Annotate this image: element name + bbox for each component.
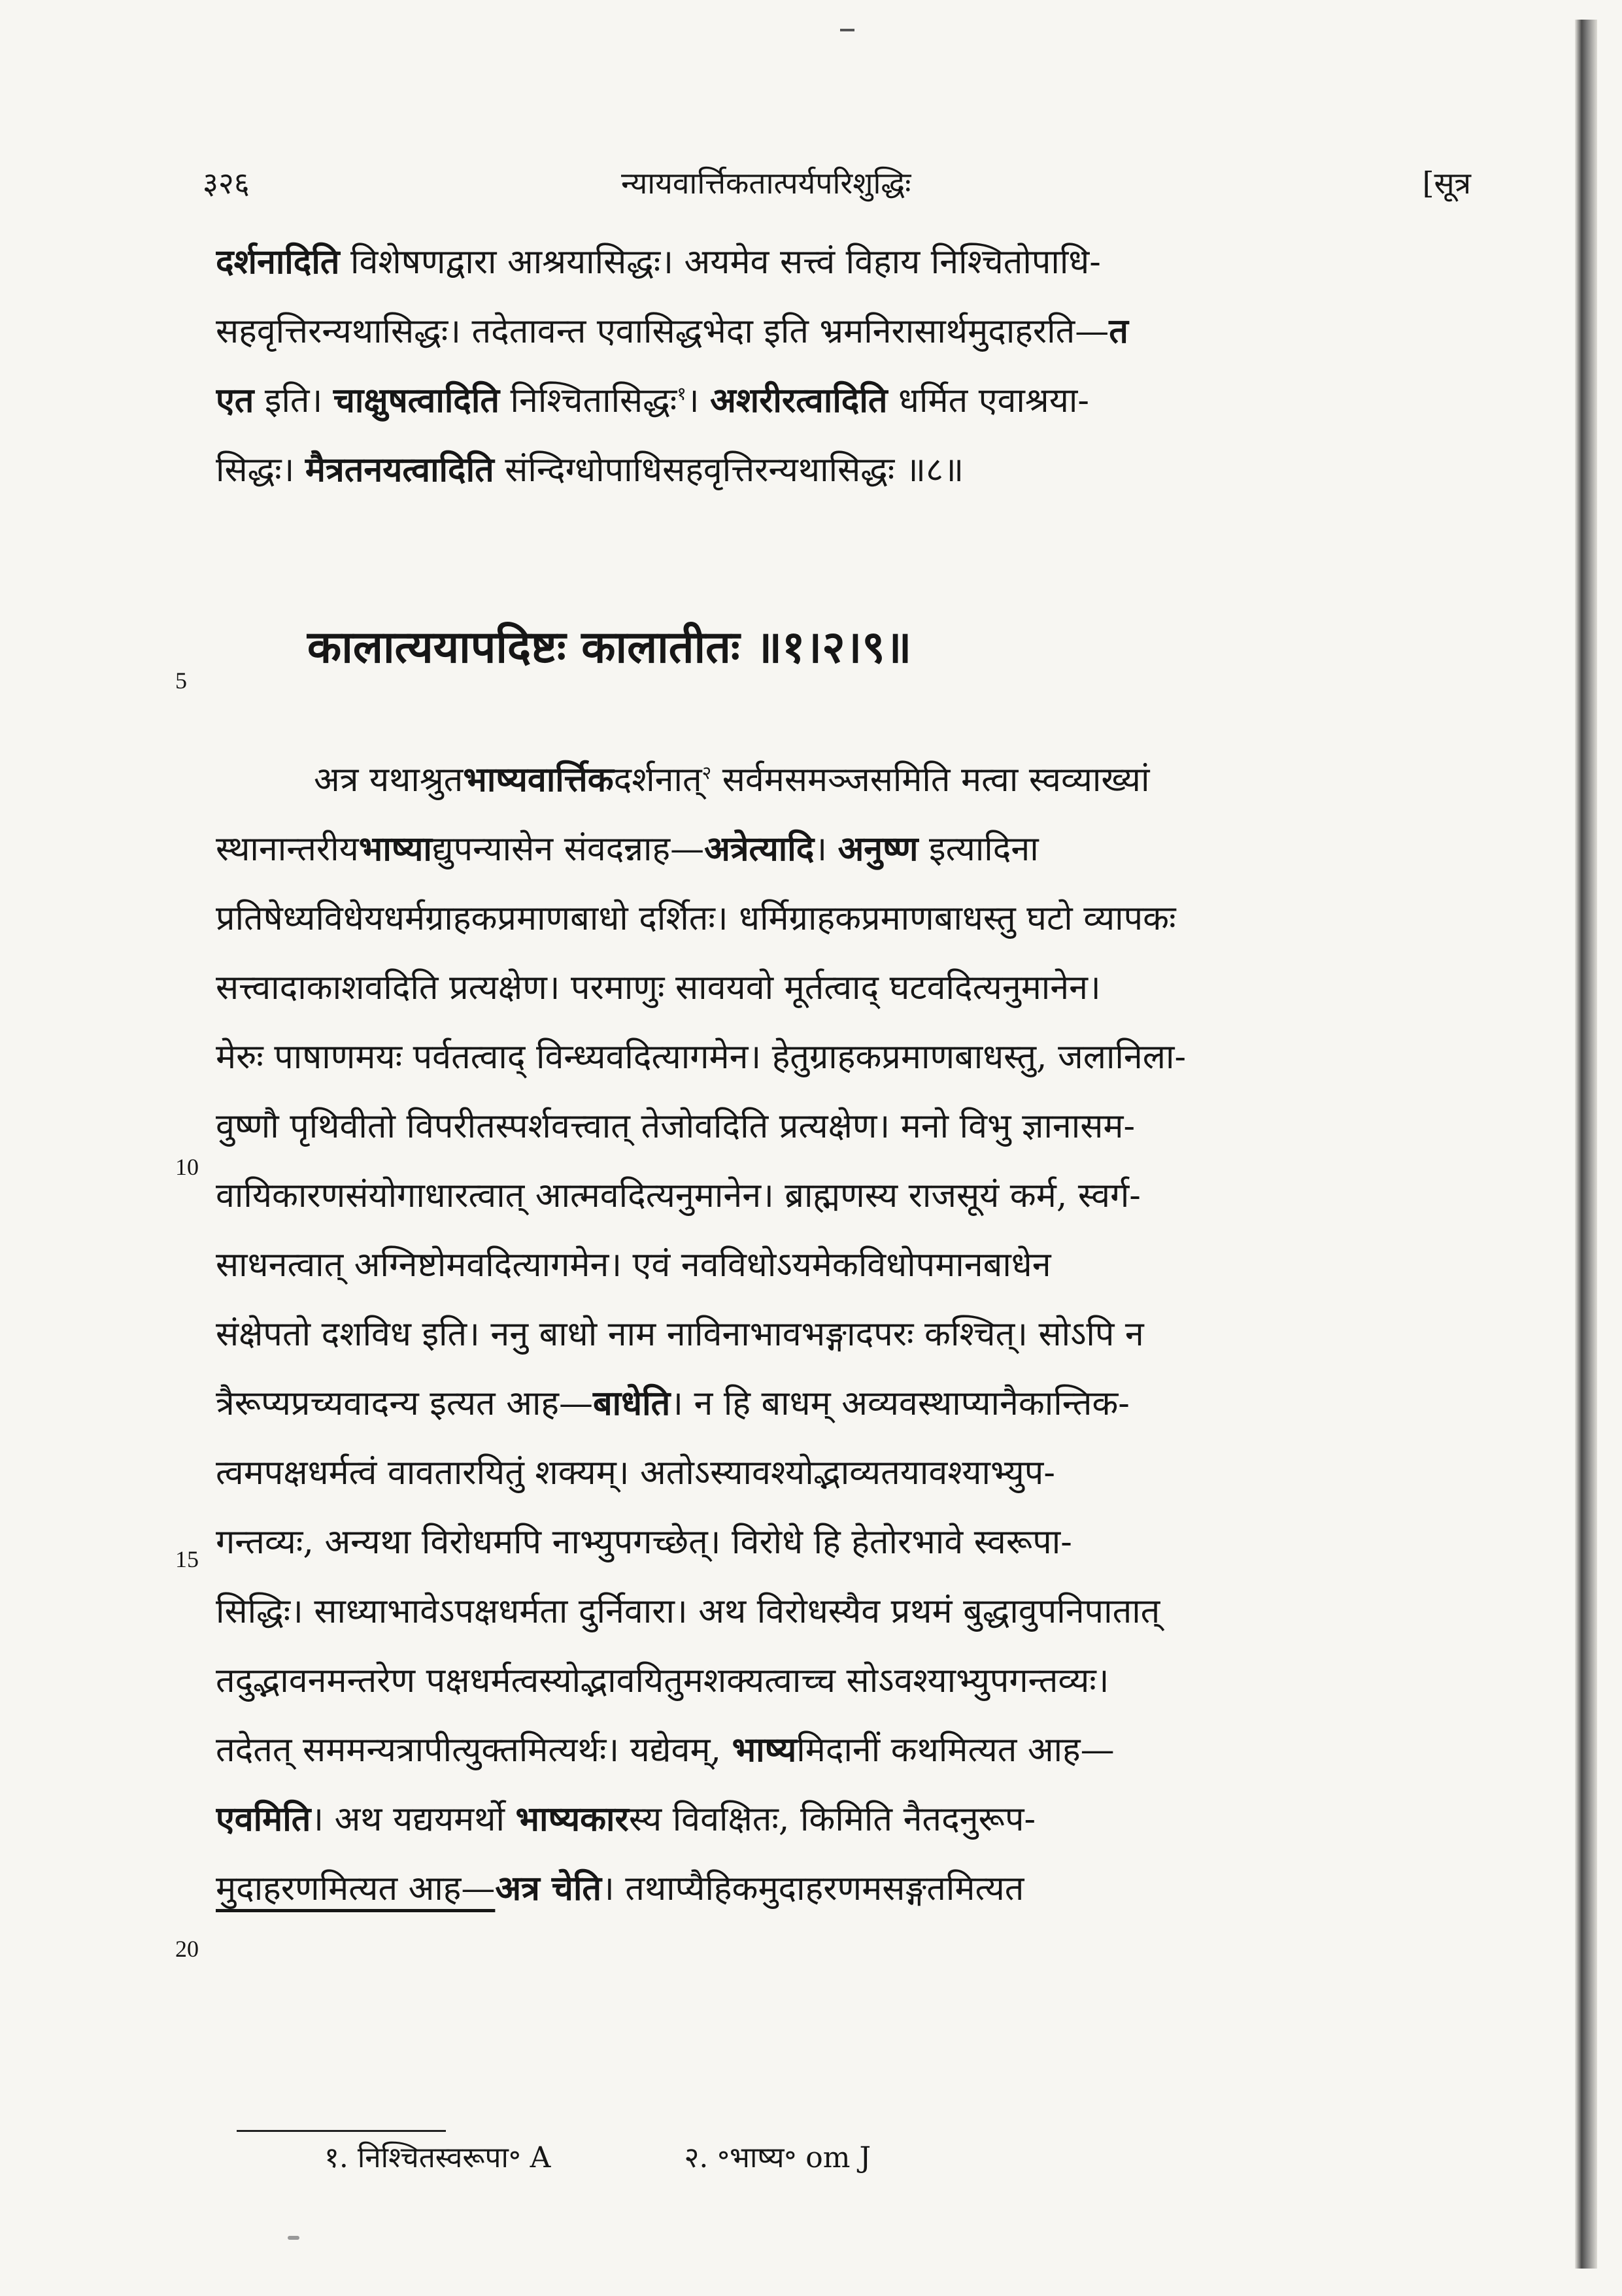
section-tag: [सूत्र <box>1422 165 1471 201</box>
line-number: 20 <box>175 1936 199 1962</box>
lemma: एत <box>216 380 254 420</box>
lemma: भाष्या <box>358 829 432 869</box>
text-line: सिद्धः। मैत्रतनयत्वादिति संन्दिग्धोपाधिसहवृत्तिरन्यथासिद्धः ॥८॥ <box>216 450 964 490</box>
text-line: त्रैरूप्यप्रच्यवादन्य इत्यत आह—बाधेति। न हि बाधम् अव्यवस्थाप्यानैकान्तिक- <box>216 1383 1130 1423</box>
commentary-intro <box>216 228 1471 505</box>
text-line: त्वमपक्षधर्मत्वं वावतारयितुं शक्यम्। अतोऽस्यावश्योद्भाव्यतयावश्याभ्युप- <box>216 1453 1055 1493</box>
lemma: अत्रेत्यादि <box>704 829 815 869</box>
lemma: मैत्रतनयत्वादिति <box>305 450 494 490</box>
footnotes <box>324 2136 995 2176</box>
lemma: अत्र चेति <box>495 1868 602 1908</box>
footnote-1: १. निश्चितस्वरूपा॰ A <box>324 2141 551 2174</box>
text-line: प्रतिषेध्यविधेयधर्मग्राहकप्रमाणबाधो दर्शितः। धर्मिग्राहकप्रमाणबाधस्तु घटो व्यापकः <box>216 899 1176 938</box>
lemma: भाष्यवार्त्तिक <box>463 760 614 800</box>
lemma: भाष्यकार <box>515 1799 629 1839</box>
text-line: स्थानान्तरीयभाष्याद्युपन्यासेन संवदन्नाह—अत्रेत्यादि। अनुष्ण इत्यादिना <box>216 829 1039 869</box>
text-line: मुदाहरणमित्यत आह—अत्र चेति। तथाप्यैहिकमुदाहरणमसङ्गतमित्यत <box>216 1868 1024 1908</box>
footnote-ref: १ <box>677 382 686 405</box>
text-line: संक्षेपतो दशविध इति। ननु बाधो नाम नाविनाभावभङ्गादपरः कश्चित्। सोऽपि न <box>216 1315 1144 1354</box>
running-title: न्यायवार्त्तिकतात्पर्यपरिशुद्धिः <box>621 165 911 201</box>
footnote-ref: २ <box>701 762 712 784</box>
running-header <box>203 156 1471 214</box>
text-line: तदेतत् सममन्यत्रापीत्युक्तमित्यर्थः। यद्येवम्, भाष्यमिदानीं कथमित्यत आह— <box>216 1730 1115 1770</box>
text-line: तदुद्भावनमन्तरेण पक्षधर्मत्वस्योद्भावयितुमशक्यत्वाच्च सोऽवश्याभ्युपगन्तव्यः। <box>216 1661 1109 1700</box>
text-line: एवमिति। अथ यद्ययमर्थो भाष्यकारस्य विवक्षितः, किमिति नैतदनुरूप- <box>216 1799 1036 1839</box>
page-number: ३२६ <box>203 165 250 201</box>
sutra-heading: कालात्ययापदिष्टः कालातीतः ॥१।२।९॥ <box>307 621 912 673</box>
text-line: अत्र यथाश्रुतभाष्यवार्त्तिकदर्शनात्$^२$ सर्वमसमञ्जसमिति मत्वा स्वव्याख्यां <box>314 760 1150 800</box>
line-number: 15 <box>175 1546 199 1572</box>
text-line: गन्तव्यः, अन्यथा विरोधमपि नाभ्युपगच्छेत्। विरोधे हि हेतोरभावे स्वरूपा- <box>216 1523 1072 1562</box>
text-line: साधनत्वात् अग्निष्टोमवदित्यागमेन। एवं नवविधोऽयमेकविधोपमानबाधेन <box>216 1245 1051 1285</box>
text-line: मेरुः पाषाणमयः पर्वतत्वाद् विन्ध्यवदित्यागमेन। हेतुग्राहकप्रमाणबाधस्तु, जलानिला- <box>216 1038 1187 1077</box>
lemma: बाधेति <box>592 1383 671 1423</box>
scan-smudge <box>288 2236 299 2240</box>
lemma: अशरीरत्वादिति <box>710 380 888 420</box>
text-line: सत्त्वादाकाशवदिति प्रत्यक्षेण। परमाणुः सावयवो मूर्तत्वाद् घटवदित्यनुमानेन। <box>216 968 1101 1007</box>
lemma: चाक्षुषत्वादिति <box>333 380 500 420</box>
lemma: भाष्य <box>732 1730 797 1770</box>
scan-page-edge <box>1575 20 1597 2269</box>
footnote-rule <box>237 2130 446 2132</box>
lemma: दर्शनादिति <box>216 242 340 282</box>
text-line: सिद्धिः। साध्याभावेऽपक्षधर्मता दुर्निवारा। अथ विरोधस्यैव प्रथमं बुद्धावुपनिपातात् <box>216 1592 1160 1631</box>
text-line: दर्शनादिति विशेषणद्वारा आश्रयासिद्धः। अयमेव सत्त्वं विहाय निश्चितोपाधि- <box>216 242 1101 282</box>
lemma: एवमिति <box>216 1799 311 1839</box>
text-line: वायिकारणसंयोगाधारत्वात् आत्मवदित्यनुमानेन। ब्राह्मणस्य राजसूयं कर्म, स्वर्ग- <box>216 1176 1141 1215</box>
commentary-body <box>216 745 1471 1923</box>
lemma: अनुष्ण <box>837 829 919 869</box>
line-number: 5 <box>175 667 187 694</box>
text-line: वुष्णौ पृथिवीतो विपरीतस्पर्शवत्त्वात् तेजोवदिति प्रत्यक्षेण। मनो विभु ज्ञानासम- <box>216 1107 1136 1146</box>
text-line: एत इति। चाक्षुषत्वादिति निश्चितासिद्धः$^१$। अशरीरत्वादिति धर्मित एवाश्रया- <box>216 380 1089 420</box>
lemma: त <box>1109 311 1128 351</box>
line-number: 10 <box>175 1154 199 1180</box>
footnote-2: २. ॰भाष्य॰ om J <box>684 2141 871 2174</box>
scan-mark <box>840 29 854 31</box>
text-line: सहवृत्तिरन्यथासिद्धः। तदेतावन्त एवासिद्धभेदा इति भ्रमनिरासार्थमुदाहरति—त <box>216 311 1128 351</box>
